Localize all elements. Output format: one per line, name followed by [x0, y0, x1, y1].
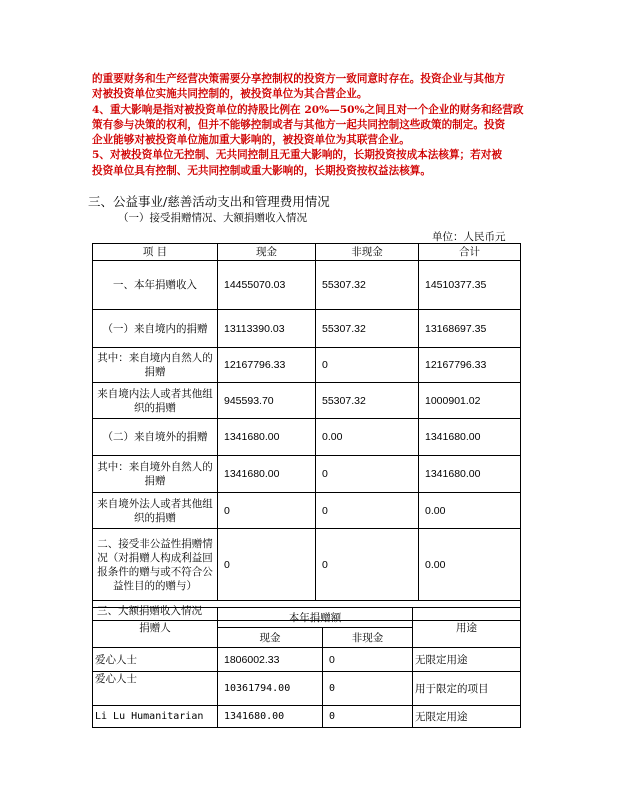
row-label: 来自境外法人或者其他组织的捐赠	[93, 493, 218, 529]
table-row	[93, 310, 521, 348]
cell-cash: 13113390.03	[218, 310, 316, 348]
header-use: 用途	[413, 608, 521, 648]
cell-cash: 0	[218, 529, 316, 601]
table-row	[93, 706, 521, 728]
cell-cash: 1341680.00	[218, 419, 316, 456]
intro-line: 5、对被投资单位无控制、无共同控制且无重大影响的，长期投资按成本法核算；若对被	[92, 149, 502, 162]
header-amount: 本年捐赠额	[218, 608, 413, 628]
cell-noncash: 55307.32	[316, 310, 419, 348]
cell-cash: 1341680.00	[218, 456, 316, 493]
table-row	[93, 456, 521, 493]
cell-noncash: 0	[323, 648, 413, 672]
cell-donor: 爱心人士	[93, 648, 218, 672]
cell-noncash: 0	[323, 672, 413, 706]
cell-total: 0.00	[419, 493, 521, 529]
large-donation-section-label: 三、大额捐赠收入情况	[93, 601, 521, 621]
cell-donor: 爱心人士	[93, 672, 218, 706]
table-row	[93, 383, 521, 419]
row-label: 来自境内法人或者其他组织的捐赠	[93, 383, 218, 419]
table-row	[93, 648, 521, 672]
table-row	[93, 672, 521, 706]
cell-noncash: 0	[316, 529, 419, 601]
intro-line: 企业能够对被投资单位施加重大影响的，被投资单位为其联营企业。	[92, 134, 410, 147]
cell-noncash: 0	[323, 706, 413, 728]
table-row	[93, 261, 521, 310]
large-donation-table	[92, 607, 521, 728]
intro-line: 4、重大影响是指对被投资单位的持股比例在 20%—50%之间且对一个企业的财务和经营政	[92, 103, 524, 116]
table-row	[93, 493, 521, 529]
cell-noncash: 0	[316, 456, 419, 493]
cell-total: 12167796.33	[419, 348, 521, 383]
header-cash: 现金	[218, 628, 323, 648]
row-label: （一）来自境内的捐赠	[93, 310, 218, 348]
header-total: 合计	[419, 244, 521, 261]
cell-total: 14510377.35	[419, 261, 521, 310]
row-label: 其中：来自境外自然人的捐赠	[93, 456, 218, 493]
cell-cash: 1806002.33	[218, 648, 323, 672]
cell-cash: 0	[218, 493, 316, 529]
header-donor: 捐赠人	[93, 608, 218, 648]
intro-line: 的重要财务和生产经营决策需要分享控制权的投资方一致同意时存在。投资企业与其他方	[92, 73, 506, 85]
header-noncash: 非现金	[323, 628, 413, 648]
row-label: （二）来自境外的捐赠	[93, 419, 218, 456]
cell-cash: 945593.70	[218, 383, 316, 419]
cell-noncash: 0.00	[316, 419, 419, 456]
cell-use: 用于限定的项目	[413, 672, 521, 706]
cell-total: 1341680.00	[419, 419, 521, 456]
intro-line: 投资单位具有控制、无共同控制或重大影响的，长期投资按权益法核算。	[92, 164, 431, 177]
header-item: 项 目	[93, 244, 218, 261]
intro-paragraphs	[92, 72, 524, 179]
intro-line: 策有参与决策的权利，但并不能够控制或者与其他方一起共同控制这些政策的制定。投资	[92, 118, 506, 131]
cell-donor: Li Lu Humanitarian	[93, 706, 218, 728]
intro-line: 对被投资单位实施共同控制的，被投资单位为其合营企业。	[92, 88, 368, 101]
cell-cash: 14455070.03	[218, 261, 316, 310]
cell-cash: 1341680.00	[218, 706, 323, 728]
cell-total: 13168697.35	[419, 310, 521, 348]
cell-noncash: 0	[316, 348, 419, 383]
donation-table	[92, 243, 521, 621]
row-label: 其中：来自境内自然人的捐赠	[93, 348, 218, 383]
header-cash: 现金	[218, 244, 316, 261]
table-row	[93, 529, 521, 601]
row-label: 二、接受非公益性捐赠情况（对捐赠人构成利益回报条件的赠与或不符合公益性目的的赠与）	[93, 529, 218, 601]
table-row	[93, 348, 521, 383]
cell-noncash: 55307.32	[316, 383, 419, 419]
cell-use: 无限定用途	[413, 706, 521, 728]
table-header-row	[93, 244, 521, 261]
row-label: 一、本年捐赠收入	[93, 261, 218, 310]
cell-noncash: 55307.32	[316, 261, 419, 310]
table-header-row	[93, 608, 521, 628]
section-title: 三、公益事业/慈善活动支出和管理费用情况	[88, 194, 330, 209]
cell-noncash: 0	[316, 493, 419, 529]
cell-use: 无限定用途	[413, 648, 521, 672]
subsection-title: （一）接受捐赠情况、大额捐赠收入情况	[118, 212, 307, 224]
header-noncash: 非现金	[316, 244, 419, 261]
cell-cash: 10361794.00	[218, 672, 323, 706]
cell-total: 1000901.02	[419, 383, 521, 419]
cell-total: 0.00	[419, 529, 521, 601]
table-row	[93, 419, 521, 456]
cell-cash: 12167796.33	[218, 348, 316, 383]
unit-label: 单位：人民币元	[432, 231, 506, 243]
cell-total: 1341680.00	[419, 456, 521, 493]
